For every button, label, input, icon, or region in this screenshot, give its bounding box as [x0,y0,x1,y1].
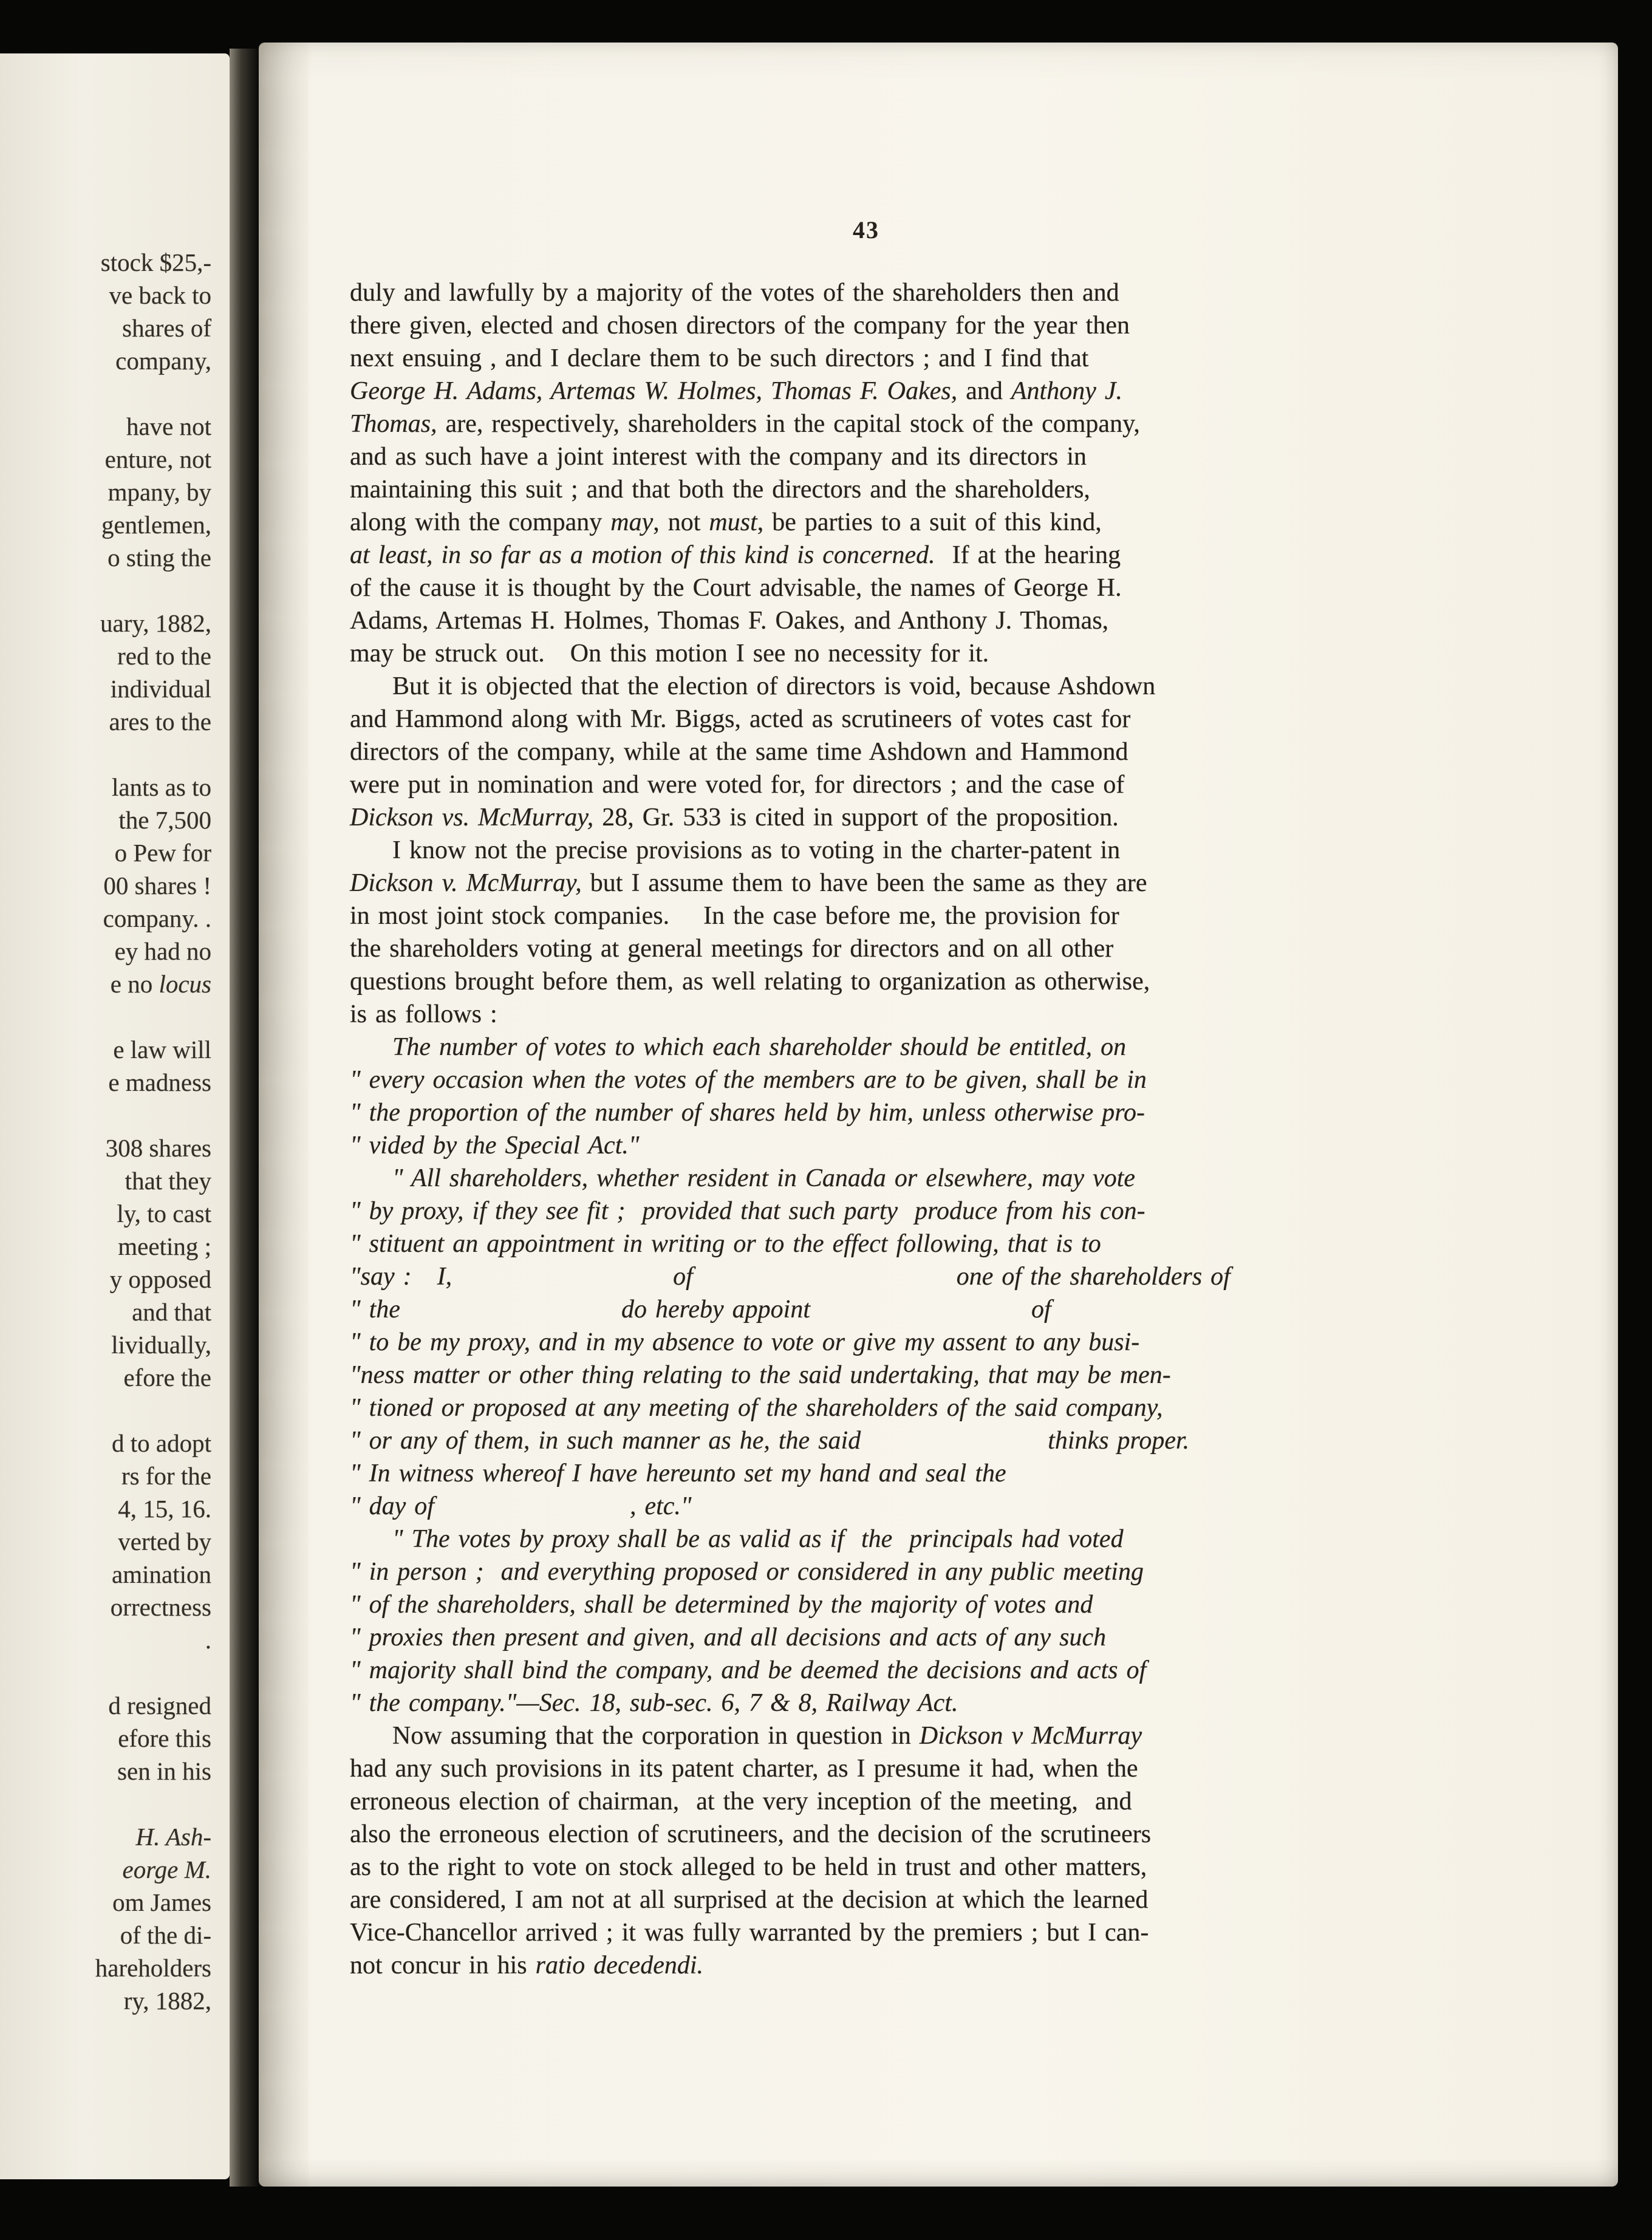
cut-text-line: efore this [118,1724,211,1752]
text-line: duly and lawfully by a majority of the votes of the shareholders then and [350,279,1119,307]
cut-text-line: shares of [122,314,211,342]
paragraph [350,834,1394,1031]
line-gap [0,574,211,607]
text-line: next ensuing , and I declare them to be such directors ; and I find that [350,344,1089,372]
cut-text-line: sen in his [117,1757,211,1785]
cut-text-line: enture, not [104,445,211,473]
text-line: are considered, I am not at all surprised at the decision at which the learned [350,1886,1149,1914]
cut-text-line: . [205,1626,211,1654]
line-gap [0,738,211,771]
text-line: The number of votes to which each shareholder should be entitled, on [392,1033,1127,1061]
cut-text-line: 308 shares [105,1134,211,1162]
cut-text-line: eorge M. [122,1856,211,1883]
cut-text-line: company. . [103,904,211,932]
text-line: " in person ; and everything proposed or considered in any public meeting [350,1558,1144,1586]
cut-text-line: y opposed [109,1265,211,1293]
text-line: Vice-Chancellor arrived ; it was fully warranted by the premiers ; but I can- [350,1919,1149,1947]
cut-text-line: H. Ash- [135,1823,211,1851]
page-number: 43 [853,216,879,244]
text-line: " tioned or proposed at any meeting of the shareholders of the said company, [350,1394,1163,1422]
line-gap [0,1394,211,1427]
text-line: " the company."—Sec. 18, sub-sec. 6, 7 & 8, Railway Act. [350,1689,958,1717]
cut-text-line: o Pew for [114,839,211,867]
cut-text-line: 4, 15, 16. [118,1495,211,1523]
cut-text-line: that they [125,1167,211,1195]
text-line: there given, elected and chosen directors of the company for the year then [350,312,1130,340]
cut-text-line: ares to the [109,708,211,736]
text-line: " majority shall bind the company, and be deemed the decisions and acts of [350,1656,1147,1684]
text-line: not concur in his ratio decedendi. [350,1951,704,1979]
cut-text-line: company, [115,347,211,375]
cut-text-line: have not [126,412,211,440]
cut-text-line: lants as to [112,773,211,801]
text-line: at least, in so far as a motion of this kind is concerned. If at the hearing [350,541,1121,569]
text-line: may be struck out. On this motion I see no necessity for it. [350,640,989,668]
text-line: along with the company may, not must, be parties to a suit of this kind, [350,508,1102,536]
text-line: directors of the company, while at the same time Ashdown and Hammond [350,738,1128,766]
text-line: is as follows : [350,1000,497,1028]
cut-text-line: efore the [123,1364,211,1391]
text-line: " the do hereby appoint of [350,1296,1051,1323]
text-line: questions brought before them, as well relating to organization as otherwise, [350,968,1150,995]
text-line: " the proportion of the number of shares held by him, unless otherwise pro- [350,1099,1145,1127]
text-line: maintaining this suit ; and that both the directors and the shareholders, [350,476,1090,504]
text-line: " vided by the Special Act." [350,1132,640,1159]
cut-text-line: om James [112,1888,211,1916]
text-line: " or any of them, in such manner as he, the said thinks proper. [350,1427,1190,1455]
text-line: I know not the precise provisions as to voting in the charter-patent in [392,836,1121,864]
paragraph [350,1719,1394,1982]
paragraph [350,1162,1394,1523]
text-line: "ness matter or other thing relating to the said undertaking, that may be men- [350,1361,1171,1389]
paragraph [350,1031,1394,1162]
text-line: and as such have a joint interest with the company and its directors in [350,443,1087,471]
cut-text-line: gentlemen, [101,511,211,539]
text-line: Now assuming that the corporation in question in Dickson v McMurray [392,1722,1142,1750]
cut-text-line: ry, 1882, [123,1987,211,2015]
text-line: But it is objected that the election of directors is void, because Ashdown [392,672,1156,700]
line-gap [0,377,211,410]
text-line: " every occasion when the votes of the members are to be given, shall be in [350,1066,1147,1094]
cut-text-line: ey had no [114,937,211,965]
cut-text-line: rs for the [121,1462,211,1490]
cut-text-line: stock $25,- [100,248,211,276]
text-line: erroneous election of chairman, at the very inception of the meeting, and [350,1788,1132,1815]
previous-page-edge [0,53,230,2179]
text-line: " of the shareholders, shall be determined by the majority of votes and [350,1591,1093,1619]
cut-text-line: verted by [118,1528,211,1555]
text-line: of the cause it is thought by the Court advisable, the names of George H. [350,574,1122,602]
paragraph [350,276,1394,670]
cut-text-line: e law will [113,1036,211,1064]
document-page [259,43,1618,2187]
cut-text-line: orrectness [110,1593,211,1621]
text-line: Dickson v. McMurray, but I assume them to have been the same as they are [350,869,1147,897]
cut-text-line: 00 shares ! [103,872,211,900]
text-line: Dickson vs. McMurray, 28, Gr. 533 is cited in support of the proposition. [350,804,1119,831]
text-line: in most joint stock companies. In the case before me, the provision for [350,902,1119,930]
cut-text-line: amination [112,1560,211,1588]
text-line: " In witness whereof I have hereunto set my hand and seal the [350,1460,1006,1487]
cut-text-line: d resigned [108,1692,211,1719]
text-line: the shareholders voting at general meetings for directors and on all other [350,935,1114,963]
text-line: as to the right to vote on stock alleged to be held in trust and other matters, [350,1853,1147,1881]
paragraph [350,1523,1394,1719]
cut-text-line: meeting ; [118,1232,211,1260]
text-line: had any such provisions in its patent charter, as I presume it had, when the [350,1755,1138,1783]
text-line: " The votes by proxy shall be as valid as if the principals had voted [392,1525,1124,1553]
cut-text-line: d to adopt [112,1429,211,1457]
line-gap [0,1656,211,1689]
cut-text-line: ve back to [109,281,211,309]
text-line: " day of , etc." [350,1492,692,1520]
page-gutter-shadow [230,49,259,2187]
cut-text-line: red to the [117,642,211,670]
text-line: " All shareholders, whether resident in Canada or elsewhere, may vote [392,1164,1136,1192]
text-line: " by proxy, if they see fit ; provided that such party produce from his con- [350,1197,1145,1225]
cut-text-line: the 7,500 [118,806,211,834]
text-line: "say : I, of one of the shareholders of [350,1263,1230,1291]
cut-text-line: hareholders [95,1954,211,1982]
cut-text-line: e madness [108,1068,211,1096]
text-line: were put in nomination and were voted for, for directors ; and the case of [350,771,1125,799]
text-line: " proxies then present and given, and all decisions and acts of any such [350,1624,1107,1651]
cut-text-line: and that [132,1298,211,1326]
line-gap [0,1099,211,1132]
cut-text-line: ly, to cast [117,1200,211,1228]
cut-text-line: mpany, by [108,478,211,506]
text-line: also the erroneous election of scrutineers, and the decision of the scrutineers [350,1820,1152,1848]
text-line: and Hammond along with Mr. Biggs, acted as scrutineers of votes cast for [350,705,1131,733]
cut-text-line: lividually, [111,1331,211,1359]
cut-text-line: individual [110,675,211,703]
cut-text-line: e no locus [110,970,211,998]
text-line: " stituent an appointment in writing or to the effect following, that is to [350,1230,1101,1258]
text-line: Adams, Artemas H. Holmes, Thomas F. Oakes, and Anthony J. Thomas, [350,607,1109,635]
text-line: " to be my proxy, and in my absence to vote or give my assent to any busi- [350,1328,1140,1356]
cut-text-line: uary, 1882, [100,609,211,637]
page-content [350,276,1394,1982]
previous-page-text [0,246,211,2017]
text-line: George H. Adams, Artemas W. Holmes, Thomas F. Oakes, and Anthony J. [350,377,1122,405]
line-gap [0,1788,211,1820]
paragraph [350,670,1394,834]
text-line: Thomas, are, respectively, shareholders in the capital stock of the company, [350,410,1140,438]
cut-text-line: of the di- [120,1921,211,1949]
cut-text-line: o sting the [108,544,211,572]
line-gap [0,1000,211,1033]
